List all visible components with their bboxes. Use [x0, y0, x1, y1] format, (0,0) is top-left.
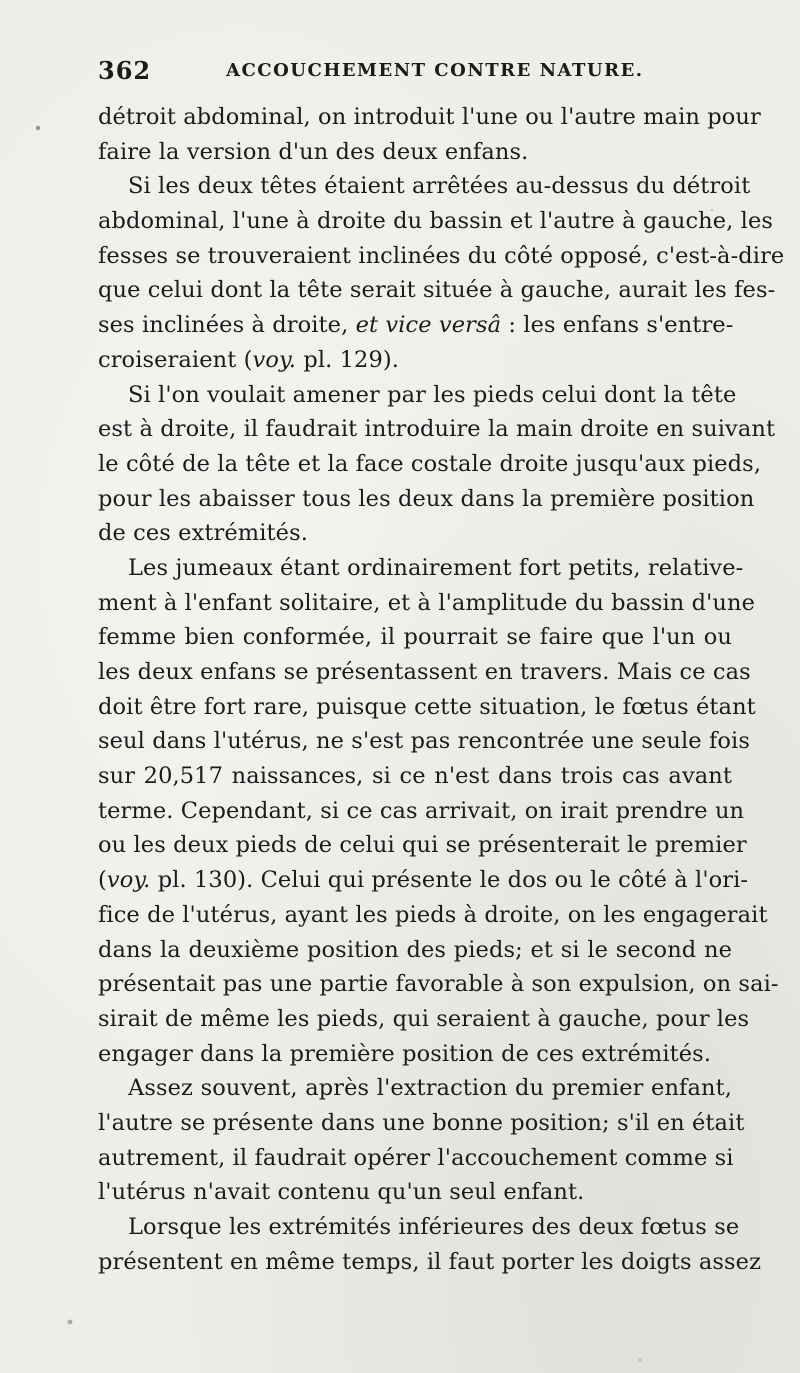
text-line: présentait pas une partie favorable à son expulsion, on sai-: [98, 971, 779, 998]
text-line: Lorsque les extrémités inférieures des deux fœtus se: [128, 1214, 740, 1240]
text-line: ou les deux pieds de celui qui se présenterait le premier: [98, 832, 747, 859]
text-line: femme bien conformée, il pourrait se faire que l'un ou: [98, 624, 732, 651]
paragraph-6: [98, 1210, 762, 1279]
text-segment: croiseraient (: [98, 346, 253, 373]
italic-phrase: et vice versâ: [355, 312, 502, 339]
text-line: que celui dont la tête serait située à gauche, aurait les fes-: [98, 277, 776, 304]
text-segment: ses inclinées à droite,: [98, 312, 356, 339]
text-line: sur 20,517 naissances, si ce n'est dans trois cas avant: [98, 763, 732, 790]
text-line: l'autre se présente dans une bonne position; s'il en était: [98, 1109, 745, 1136]
text-segment: (: [98, 867, 107, 894]
text-line: sirait de même les pieds, qui seraient à gauche, pour les: [98, 1005, 750, 1032]
italic-abbreviation: voy.: [106, 867, 151, 894]
page-number: 362: [98, 56, 152, 85]
text-line: fesses se trouveraient inclinées du côté opposé, c'est-à-dire: [98, 242, 785, 269]
text-line: les deux enfans se présentassent en travers. Mais ce cas: [98, 659, 751, 685]
text-line: est à droite, il faudrait introduire la main droite en suivant: [98, 416, 776, 443]
text-line: détroit abdominal, on introduit l'une ou l'autre main pour: [98, 104, 761, 130]
paragraph-2: [98, 169, 785, 377]
text-line: [98, 863, 749, 898]
text-line: doit être fort rare, puisque cette situation, le fœtus étant: [98, 693, 756, 720]
paragraph-1: [98, 100, 761, 169]
page-header: [98, 56, 718, 90]
text-line: présentent en même temps, il faut porter les doigts assez: [98, 1248, 762, 1275]
text-line: ment à l'enfant solitaire, et à l'amplitude du bassin d'une: [98, 589, 756, 616]
text-line: dans la deuxième position des pieds; et si le second ne: [98, 936, 732, 963]
text-line: Les jumeaux étant ordinairement fort petits, relative-: [128, 554, 744, 581]
text-line: pour les abaisser tous les deux dans la première position: [98, 485, 755, 512]
paragraph-5: [98, 1071, 745, 1210]
text-segment: pl. 130). Celui qui présente le dos ou le côté à l'ori-: [150, 867, 749, 894]
paper-speck: [68, 1320, 73, 1325]
paragraph-3: [98, 378, 776, 551]
text-line: terme. Cependant, si ce cas arrivait, on irait prendre un: [98, 797, 745, 824]
running-title: ACCOUCHEMENT CONTRE NATURE.: [226, 60, 644, 81]
paper-speck: [639, 1359, 642, 1362]
text-line: seul dans l'utérus, ne s'est pas rencontrée une seule fois: [98, 728, 750, 755]
text-line: engager dans la première position de ces extrémités.: [98, 1040, 712, 1067]
text-segment: pl. 129).: [296, 346, 399, 373]
italic-abbreviation: voy.: [252, 346, 297, 373]
text-line: de ces extrémités.: [98, 520, 308, 547]
paper-speck: [36, 126, 40, 130]
text-line: autrement, il faudrait opérer l'accouchement comme si: [98, 1144, 734, 1171]
text-line: [98, 308, 732, 343]
text-line: Assez souvent, après l'extraction du premier enfant,: [128, 1075, 732, 1102]
text-line: l'utérus n'avait contenu qu'un seul enfant.: [98, 1179, 585, 1206]
paragraph-4: [98, 551, 779, 1071]
body-text: [98, 100, 785, 1279]
text-line: faire la version d'un des deux enfans.: [98, 138, 529, 165]
text-line: Si les deux têtes étaient arrêtées au-dessus du détroit: [128, 173, 751, 200]
text-line: Si l'on voulait amener par les pieds celui dont la tête: [128, 381, 737, 408]
text-line: le côté de la tête et la face costale droite jusqu'aux pieds,: [98, 450, 762, 477]
text-line: [98, 343, 732, 378]
text-line: fice de l'utérus, ayant les pieds à droite, on les engagerait: [98, 901, 768, 928]
text-line: abdominal, l'une à droite du bassin et l'autre à gauche, les: [98, 208, 774, 235]
text-segment: : les enfans s'entre-: [501, 312, 734, 339]
